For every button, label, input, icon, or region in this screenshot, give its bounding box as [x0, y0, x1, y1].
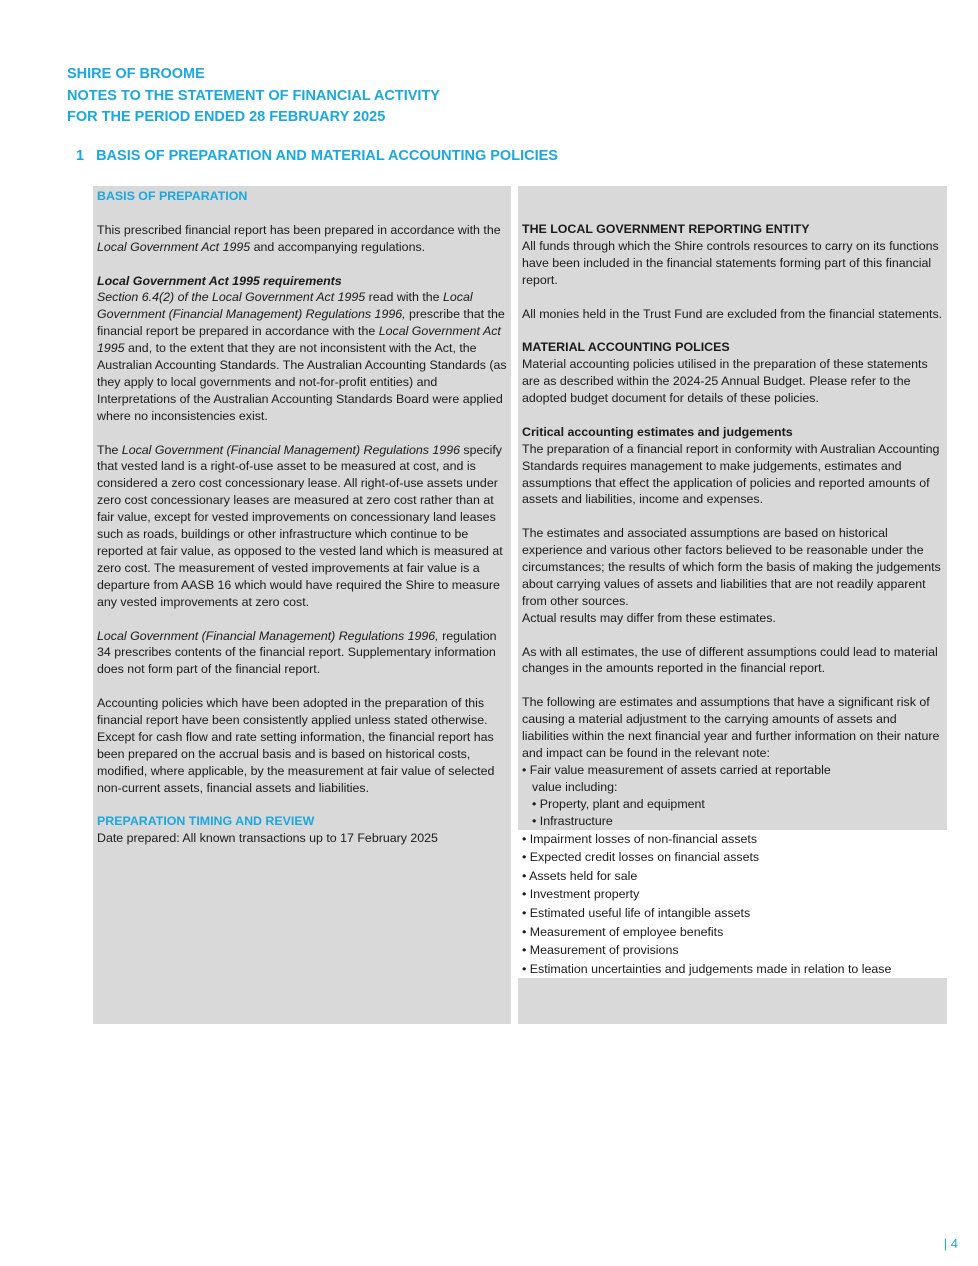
- document-header: [67, 64, 440, 129]
- estimates-list-bottom-block: [518, 830, 947, 979]
- list-item: • Expected credit losses on financial assets: [522, 850, 760, 865]
- section-number: 1: [76, 148, 85, 164]
- critical-estimates-paragraph-1: The preparation of a financial report in conformity with Australian Accounting Standards requires management to make judgements, estimates and assumptions that effect the application of policies and reported amounts of assets and liabilities, income and expenses.: [522, 441, 940, 507]
- list-item: • Fair value measurement of assets carried at reportable: [522, 762, 831, 777]
- reporting-entity-paragraph-2: All monies held in the Trust Fund are excluded from the financial statements.: [522, 306, 943, 321]
- timing-heading: PREPARATION TIMING AND REVIEW: [97, 814, 315, 829]
- list-item: • Measurement of employee benefits: [522, 924, 724, 939]
- list-item: • Estimation uncertainties and judgements made in relation to lease: [522, 961, 892, 976]
- basis-paragraph-1: This prescribed financial report has been prepared in accordance with the Local Government Act 1995 and accompanying regulations.: [97, 222, 501, 254]
- critical-estimates-paragraph-3: As with all estimates, the use of different assumptions could lead to material changes in the amounts reported in the financial report.: [522, 644, 938, 676]
- critical-estimates-paragraph-2: The estimates and associated assumptions are based on historical experience and various other factors believed to be reasonable under the circumstances; the results of which form the basis of making the judgements about carrying values of assets and liabilities that are not readily apparent from other sources. Actual results may differ from these estimates.: [522, 526, 941, 625]
- entity-name: SHIRE OF BROOME: [67, 66, 205, 82]
- regulation-34-paragraph: Local Government (Financial Management) Regulations 1996, regulation 34 prescribes contents of the financial report. Supplementary information does not form part of the financial report.: [97, 628, 497, 677]
- list-item: • Investment property: [522, 887, 640, 902]
- material-policies-paragraph: Material accounting policies utilised in the preparation of these statements are as described within the 2024-25 Annual Budget. Please refer to the adopted budget document for details of these policies.: [522, 357, 928, 406]
- basis-heading: BASIS OF PREPARATION: [97, 189, 248, 203]
- section-heading: [76, 148, 558, 164]
- material-policies-heading: MATERIAL ACCOUNTING POLICES: [522, 340, 730, 355]
- accounting-policies-paragraph: Accounting policies which have been adopted in the preparation of this financial report have been consistently applied unless stated otherwise. Except for cash flow and rate setting information, the financial report has been prepared on the accrual basis and is based on historical costs, modified, where applicable, by the measurement at fair value of selected non-current assets, financial assets and liabilities.: [97, 696, 495, 795]
- reporting-entity-heading: THE LOCAL GOVERNMENT REPORTING ENTITY: [522, 222, 810, 236]
- critical-estimates-heading: Critical accounting estimates and judgements: [522, 424, 793, 439]
- estimates-list-top: [522, 762, 943, 830]
- timing-text: Date prepared: All known transactions up to 17 February 2025: [97, 831, 438, 846]
- estimates-list-bottom: [522, 830, 943, 979]
- section-title: BASIS OF PREPARATION AND MATERIAL ACCOUNTING POLICIES: [96, 148, 558, 164]
- vested-land-paragraph: The Local Government (Financial Management) Regulations 1996 specify that vested land is a right-of-use asset to be measured at cost, and is considered a zero cost concessionary lease. All right-of-use assets under zero cost concessionary leases are measured at zero cost rather than at fair value, except for vested improvements on concessionary land leases such as roads, buildings or other infrastructure which continue to be reported at fair value, as opposed to the vested land which is measured at zero cost. The measurement of vested improvements at fair value is a departure from AASB 16 which would have required the Shire to measure any vested improvements at zero cost.: [97, 442, 503, 609]
- list-item: value including:: [532, 779, 618, 794]
- report-title: NOTES TO THE STATEMENT OF FINANCIAL ACTIVITY: [67, 87, 440, 104]
- list-item: • Assets held for sale: [522, 868, 638, 883]
- list-item: • Infrastructure: [532, 813, 613, 828]
- lga-requirements-paragraph: Section 6.4(2) of the Local Government Act 1995 read with the Local Government (Financial Management) Regulations 1996, prescribe that the financial report be prepared in accordance with the Local Government Act 1995 and, to the extent that they are not inconsistent with the Act, the Australian Accounting Standards. The Australian Accounting Standards (as they apply to local governments and not-for-profit entities) and Interpretations of the Australian Accounting Standards Board were applied where no inconsistencies exist.: [97, 290, 507, 423]
- left-column: [93, 186, 511, 1024]
- lga-requirements-heading: Local Government Act 1995 requirements: [97, 273, 342, 288]
- list-item: • Impairment losses of non-financial assets: [522, 831, 758, 846]
- report-period: FOR THE PERIOD ENDED 28 FEBRUARY 2025: [67, 109, 386, 125]
- list-item: • Property, plant and equipment: [532, 796, 705, 811]
- list-item: • Estimated useful life of intangible assets: [522, 905, 751, 920]
- reporting-entity-paragraph-1: All funds through which the Shire controls resources to carry on its functions have been included in the financial statements forming part of this financial report.: [522, 238, 939, 287]
- page-number: | 4: [943, 1236, 958, 1251]
- right-column: [518, 186, 947, 1024]
- list-item: • Measurement of provisions: [522, 943, 679, 958]
- critical-estimates-paragraph-4: The following are estimates and assumptions that have a significant risk of causing a material adjustment to the carrying amounts of assets and liabilities within the next financial year and further information on their nature and impact can be found in the relevant note:: [522, 695, 940, 760]
